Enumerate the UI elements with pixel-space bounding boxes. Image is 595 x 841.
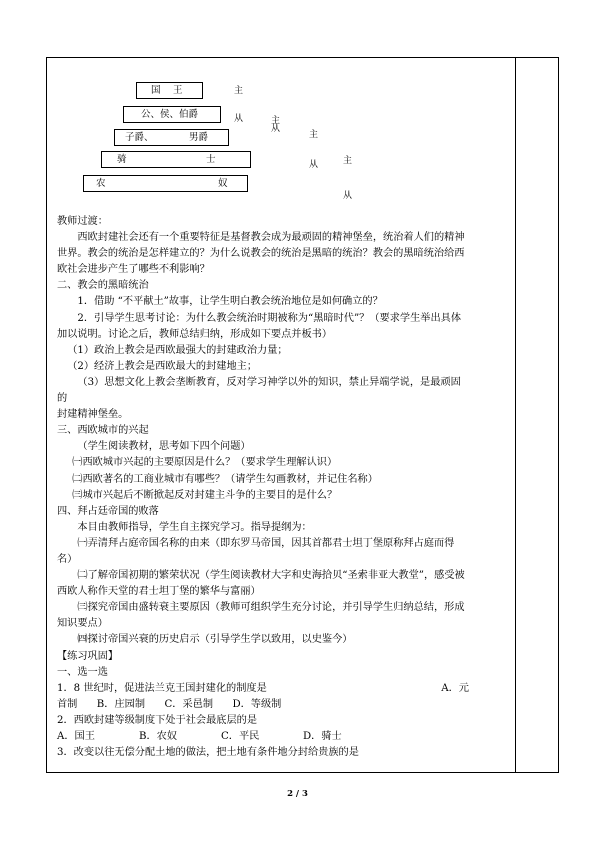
column-divider — [515, 58, 516, 772]
lesson-content — [57, 214, 469, 761]
text-line: （1）政治上教会是西欧最强大的封建政治力量； — [67, 344, 288, 356]
text-line: （2）经济上教会是西欧最大的封建地主； — [67, 360, 258, 372]
hierarchy-diagram — [47, 58, 467, 218]
page-number: 2 / 3 — [287, 789, 308, 799]
question-3-stem: 3．改变以往无偿分配土地的做法，把土地有条件地分封给贵族的是 — [57, 747, 359, 759]
text-line: 【练习巩固】 — [57, 650, 119, 662]
text-line: 教师过渡： — [57, 216, 108, 227]
text-line: 封建精神堡垒。 — [57, 409, 129, 421]
question-2-option: B．农奴 — [139, 731, 178, 742]
text-line: ㈠弄清拜占庭帝国名称的由来（即东罗马帝国，因其首都君士坦丁堡原称拜占庭而得名） — [57, 537, 455, 565]
text-line: 三、西欧城市的兴起 — [57, 425, 149, 437]
question-2-option: D．骑士 — [303, 731, 342, 742]
relation-vassal-1: 从 — [234, 114, 244, 124]
level-nobles: 公、侯、伯爵 — [123, 106, 221, 123]
question-1-option-a: A．元 — [441, 682, 469, 694]
text-line: （3）思想文化上教会垄断教育，反对学习神学以外的知识，禁止异端学说，是最顽固的 — [57, 376, 461, 405]
relation-vassal-2: 从 — [271, 124, 281, 134]
text-line: ㈢探究帝国由盛转衰主要原因（教师可组织学生充分讨论，并引导学生归纳总结，形成知识要点） — [57, 602, 465, 630]
relation-lord-2: 主 — [271, 116, 281, 126]
level-king: 国 王 — [136, 82, 203, 99]
relation-lord-3: 主 — [309, 130, 319, 140]
question-2-stem: 2．西欧封建等级制度下处于社会最底层的是 — [57, 714, 258, 726]
question-1-options: 首制 B．庄园制 C．采邑制 D．等级制 — [57, 698, 282, 710]
relation-vassal-3: 从 — [309, 160, 319, 170]
text-line: 四、拜占廷帝国的败落 — [57, 505, 159, 517]
text-line: ㈡西欧著名的工商业城市有哪些？（请学生勾画教材，并记住名称） — [72, 473, 378, 485]
text-line: 二、教会的黑暗统治 — [57, 280, 149, 292]
question-1-stem: 1．8 世纪时，促进法兰克王国封建化的制度是 — [57, 682, 267, 694]
level-serfs: 农 奴 — [83, 175, 248, 192]
text-line: 本目由教师指导，学生自主探究学习。指导提纲为： — [77, 521, 312, 533]
question-2-option: C．平民 — [221, 731, 260, 742]
relation-lord-4: 主 — [343, 156, 353, 166]
table-frame — [46, 57, 559, 773]
relation-lord-1: 主 — [234, 86, 244, 96]
text-line: 1．借助 “不平献土”故事，让学生明白教会统治地位是如何确立的？ — [77, 296, 383, 308]
text-line: ㈠西欧城市兴起的主要原因是什么？（要求学生理解认识） — [72, 457, 338, 469]
text-line: ㈡了解帝国初期的繁荣状况（学生阅读教材大字和史海拾贝“圣索非亚大教堂”，感受被西欧人称作天堂的君士坦丁堡的繁华与富丽） — [57, 570, 465, 598]
level-knights: 骑 士 — [101, 151, 251, 168]
text-line: 2．引导学生思考讨论：为什么教会统治时期被称为“黑暗时代”？（要求学生举出具体加以说明。讨论之后，教师总结归纳，形成如下要点并板书） — [57, 312, 462, 340]
relation-vassal-4: 从 — [343, 191, 353, 201]
text-line: 一、选一选 — [57, 666, 108, 678]
text-line: ㈢城市兴起后不断掀起反对封建主斗争的主要目的是什么？ — [72, 489, 338, 501]
question-2-options — [57, 729, 469, 745]
text-lines — [57, 214, 469, 681]
question-1 — [57, 681, 469, 697]
text-line: 西欧封建社会还有一个重要特征是基督教会成为最顽固的精神堡垒，统治着人们的精神世界。教会的统治是怎样建立的？为什么说教会的统治是黑暗的统治？教会的黑暗统治给西欧社会进步产生了哪些不利影响？ — [57, 232, 465, 276]
question-2-option: A．国王 — [57, 731, 95, 742]
text-line: ㈣探讨帝国兴衰的历史启示（引导学生学以致用，以史鉴今） — [77, 634, 353, 646]
text-line: （学生阅读教材，思考如下四个问题） — [77, 441, 251, 453]
level-viscounts: 子爵、 男爵 — [114, 129, 229, 146]
